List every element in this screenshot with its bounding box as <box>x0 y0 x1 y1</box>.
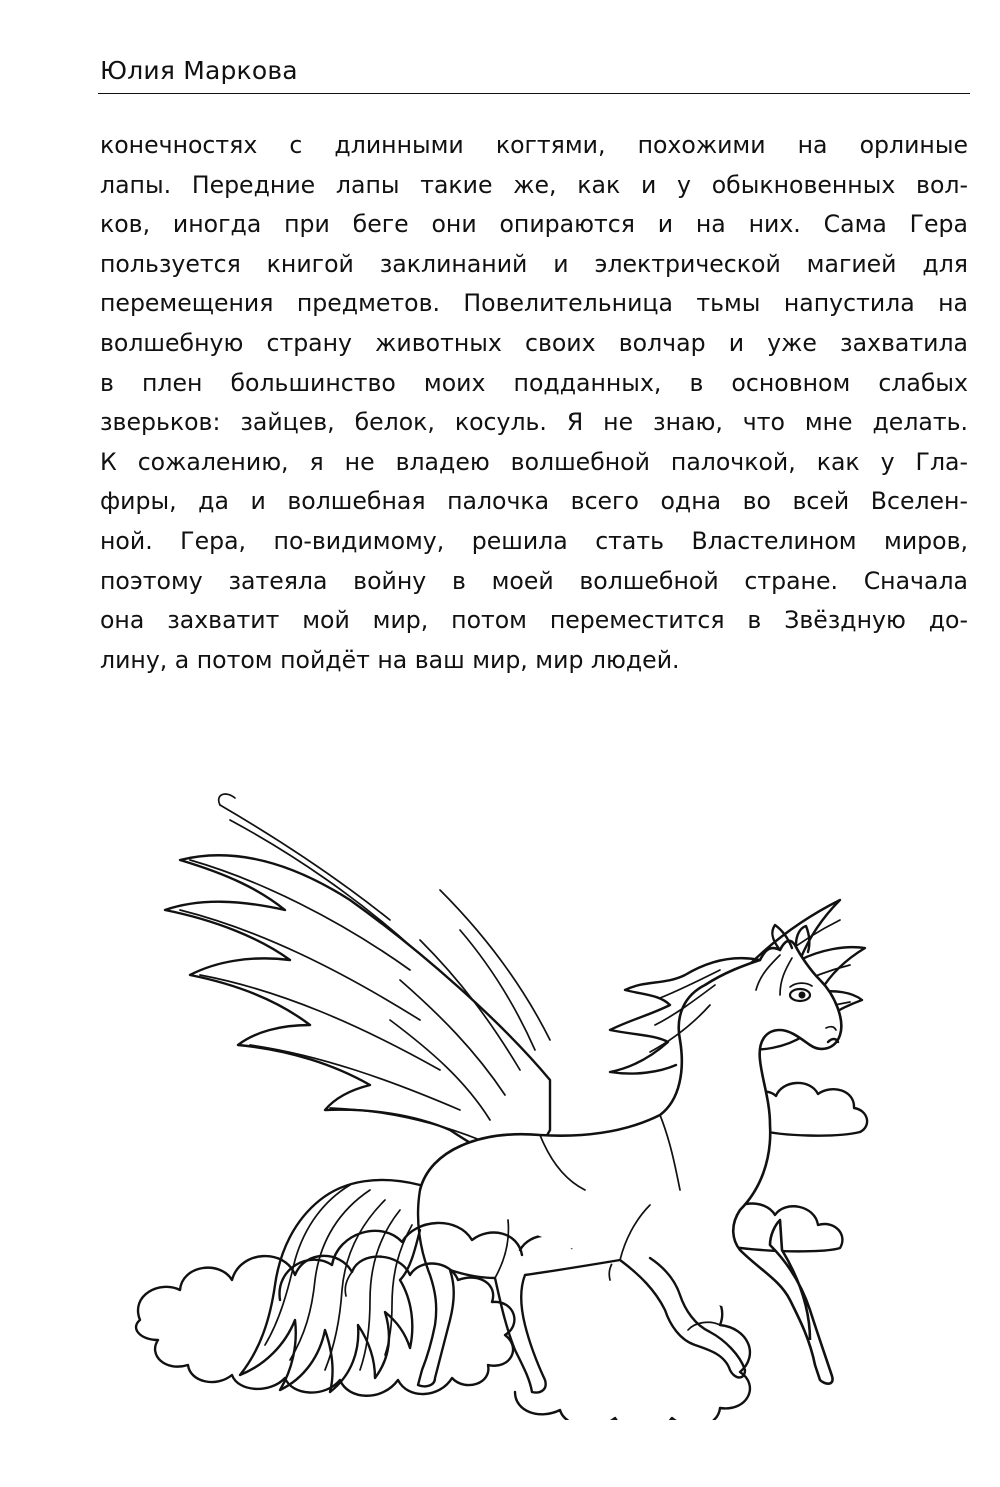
text-line: пользуется книгой заклинаний и электрической магией для <box>100 249 968 278</box>
text-line: перемещения предметов. Повелительница тьмы напустила на <box>100 289 968 318</box>
header-divider <box>98 93 970 94</box>
text-line-last: лину, а потом пойдёт на ваш мир, мир людей. <box>100 645 680 674</box>
text-line: лапы. Передние лапы такие же, как и у обыкновенных вол- <box>100 170 968 199</box>
horse-drawing <box>240 925 841 1393</box>
text-line: в плен большинство моих подданных, в основном слабых <box>100 368 968 397</box>
winged-horse-illustration <box>120 780 880 1420</box>
text-line: К сожалению, я не владею волшебной палочкой, как у Гла- <box>100 447 968 476</box>
left-wing-drawing <box>165 794 550 1156</box>
text-line: ной. Гера, по-видимому, решила стать Властелином миров, <box>100 526 968 555</box>
text-line: конечностях с длинными когтями, похожими на орлиные <box>100 131 968 159</box>
text-line: волшебную страну животных своих волчар и уже захватила <box>100 328 968 357</box>
running-head-author: Юлия Маркова <box>100 56 298 85</box>
text-line: она захватит мой мир, потом переместится в Звёздную до- <box>100 606 968 635</box>
text-line: зверьков: зайцев, белок, косуль. Я не знаю, что мне делать. <box>100 408 968 437</box>
text-line: поэтому затеяла войну в моей волшебной стране. Сначала <box>100 566 968 595</box>
body-text <box>100 126 968 680</box>
text-line: ков, иногда при беге они опираются и на них. Сама Гера <box>100 210 968 239</box>
text-line: фиры, да и волшебная палочка всего одна во всей Вселен- <box>100 487 968 516</box>
